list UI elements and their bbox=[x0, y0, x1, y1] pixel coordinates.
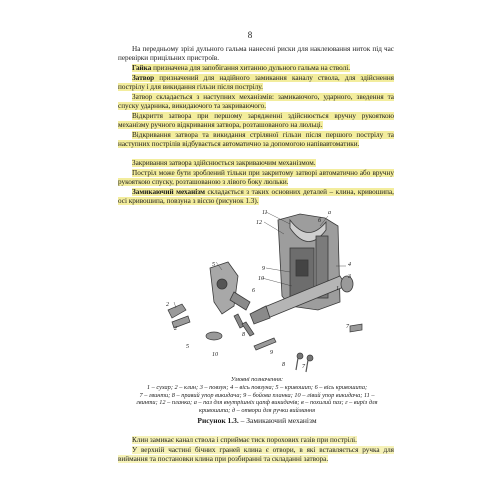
legend-line: гвинти; 12 – планка; а – паз для внутрішніх цапф викидачів; в – похилий паз; г – виріз для bbox=[136, 399, 378, 407]
figure-label: 1 bbox=[336, 286, 339, 292]
figure-label: 11 bbox=[262, 210, 268, 216]
term-nut: Гайка bbox=[132, 64, 152, 72]
figure-label: 9 bbox=[270, 350, 273, 356]
figure-label: 2 bbox=[166, 302, 169, 308]
figure-label: 5 bbox=[186, 344, 189, 350]
paragraph-2: Гайка призначена для запобігання хитанню дульного гальма на стволі. bbox=[132, 64, 350, 72]
paragraph-7: Закривання затвора здійснюється закриваючим механізмом. bbox=[132, 159, 316, 167]
figure-label: 10 bbox=[212, 352, 218, 358]
figure-legend bbox=[112, 376, 402, 415]
figure-label: 5 bbox=[212, 262, 215, 268]
figure-caption bbox=[112, 416, 402, 425]
figure-label: 7 bbox=[346, 324, 349, 330]
page-number: 8 bbox=[247, 30, 253, 40]
term-locking-mechanism: Замикаючий механізм bbox=[132, 188, 205, 196]
paragraph-5: Відкриття затвора при першому зарядженні здійснюється вручну рукояткою механізму ручного відкривання затвора, розташованого на люльці. bbox=[118, 112, 394, 130]
legend-line: 7 – гвинти; 8 – правий упор викидача; 9 – бойова планка; 10 – лівий упор викидача; 11 – bbox=[139, 391, 375, 399]
paragraph-1: На передньому зрізі дульного гальма нанесені риски для наклеювання ниток під час перевірки прицільних пристроїв. bbox=[118, 45, 394, 63]
legend-heading: Умовні позначення: bbox=[230, 376, 284, 383]
paragraph-11: У верхній частині бічних граней клина є отвори, в які вставляється ручка для виймання та постановки клина при розбиранні та складанні затвора. bbox=[118, 446, 394, 464]
figure-label: 8 bbox=[282, 362, 285, 368]
paragraph-4: Затвор складається з наступних механізмів: замикаючого, ударного, зведення та спуску ударника, викидаючого та закриваючого. bbox=[118, 93, 394, 111]
caption-label: Рисунок 1.3. bbox=[197, 416, 239, 425]
figure-label: 8 bbox=[242, 332, 245, 338]
paragraph-8: Постріл може бути зроблений тільки при закритому затворі автоматично або вручну рукояткою спуску, розташованою з лівого боку люльки. bbox=[118, 169, 394, 187]
figure-label: 9 bbox=[262, 266, 265, 272]
figure-label: а bbox=[328, 210, 331, 216]
figure-label: 4 bbox=[348, 262, 351, 268]
paragraph-10: Клин замикає канал ствола і сприймає тиск порохових газів при пострілі. bbox=[132, 436, 357, 444]
figure-label: 10 bbox=[258, 276, 264, 282]
paragraph-9: Замикаючий механізм складається з таких основних деталей – клина, кривошипа, осі кривошипа, повзуна з віссю (рисунок 1.3). bbox=[118, 188, 394, 206]
paragraph-6: Відкривання затвора та викидання стріляної гільзи після першого пострілу та наступних пострілів відбувається автоматично за допомогою напівавтоматики. bbox=[118, 131, 394, 149]
crank-illustration bbox=[210, 262, 250, 314]
figure-label: 2 bbox=[174, 326, 177, 332]
paragraph-3: Затвор призначений для надійного замикання каналу ствола, для здійснення пострілу і для викидання гільзи після пострілу. bbox=[118, 74, 394, 92]
figure-label: б bbox=[318, 218, 322, 224]
term-breech: Затвор bbox=[132, 74, 155, 82]
figure-label: 12 bbox=[256, 220, 262, 226]
figure-label: 6 bbox=[252, 288, 255, 294]
legend-line: 1 – сухар; 2 – клин; 3 – повзун; 4 – вісь повзуна; 5 – кривошип; 6 – вісь кривошипа; bbox=[146, 383, 368, 391]
caption-text: – Замикаючий механізм bbox=[238, 416, 317, 425]
figure-label: 3 bbox=[348, 274, 351, 280]
legend-line: кривошипа; д – отвори для ручки виймання bbox=[198, 407, 316, 415]
figure-label: 7 bbox=[302, 364, 305, 370]
